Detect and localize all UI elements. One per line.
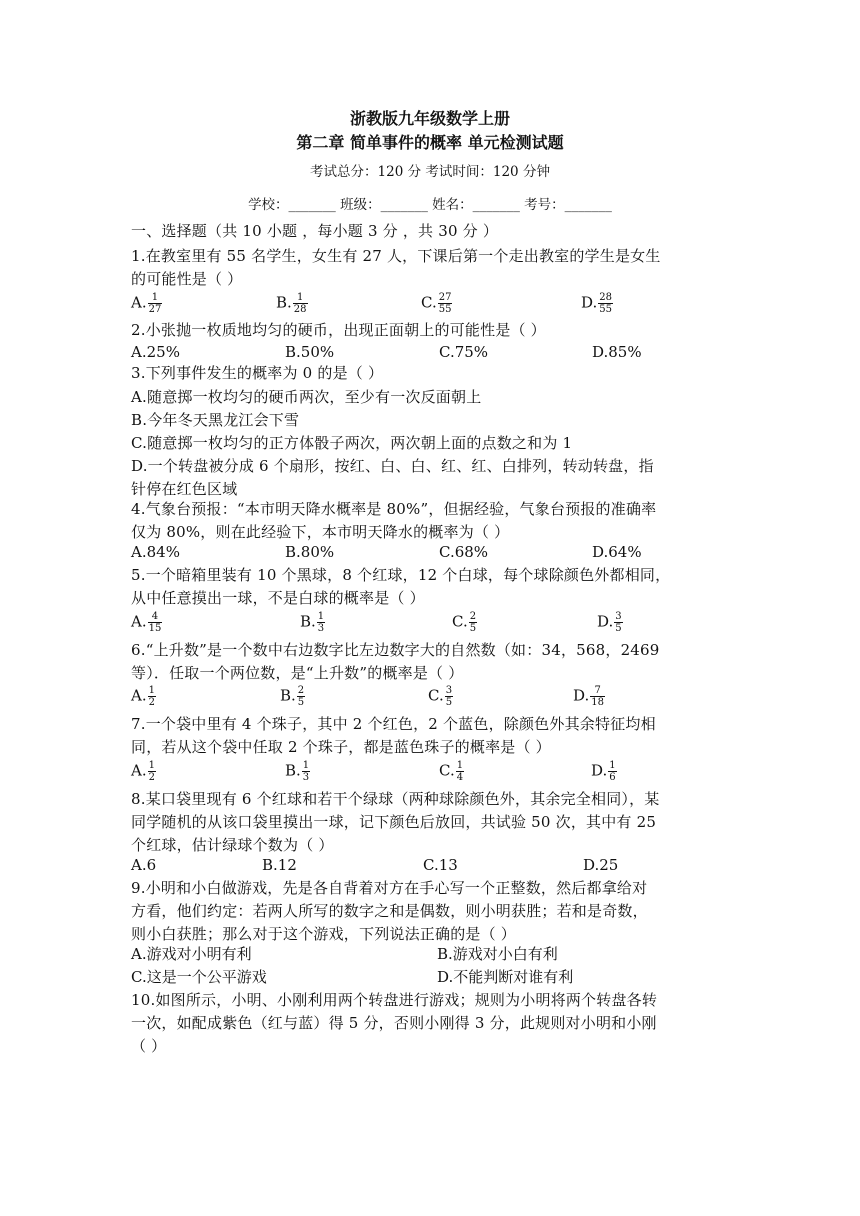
q2-option-b: B.50% bbox=[285, 343, 335, 361]
option-label: A. bbox=[131, 612, 147, 631]
denominator: 5 bbox=[297, 697, 305, 708]
numerator: 28 bbox=[599, 292, 612, 303]
question-2-line-1: 2.小张抛一枚质地均匀的硬币，出现正面朝上的可能性是（ ） bbox=[131, 321, 546, 339]
option-label: D. bbox=[573, 686, 590, 705]
question-9-line-2: 方看，他们约定：若两人所写的数字之和是偶数，则小明获胜；若和是奇数， bbox=[131, 902, 648, 920]
denominator: 5 bbox=[469, 623, 477, 634]
denominator: 55 bbox=[438, 304, 452, 315]
denominator: 2 bbox=[148, 697, 155, 708]
question-1-line-2: 的可能性是（ ） bbox=[131, 270, 243, 288]
question-10-line-2: 一次，如配成紫色（红与蓝）得 5 分，否则小刚得 3 分，此规则对小明和小刚 bbox=[131, 1014, 657, 1032]
q5-option-b bbox=[300, 611, 325, 634]
question-6-line-2: 等）．任取一个两位数，是“上升数”的概率是（ ） bbox=[131, 664, 464, 682]
q7-option-d bbox=[591, 760, 617, 783]
denominator: 2 bbox=[148, 772, 155, 783]
numerator: 3 bbox=[445, 685, 453, 696]
fraction bbox=[469, 611, 477, 634]
denominator: 4 bbox=[456, 772, 464, 783]
numerator: 1 bbox=[456, 760, 464, 771]
question-7-line-2: 同，若从这个袋中任取 2 个珠子，都是蓝色珠子的概率是（ ） bbox=[131, 738, 551, 756]
denominator: 3 bbox=[317, 623, 325, 634]
numerator: 1 bbox=[317, 611, 325, 622]
option-label: C. bbox=[452, 612, 468, 631]
q5-option-d bbox=[597, 611, 623, 634]
fraction bbox=[302, 760, 310, 783]
option-label: B. bbox=[276, 293, 292, 312]
question-5-line-2: 从中任意摸出一球，不是白球的概率是（ ） bbox=[131, 589, 425, 607]
fraction bbox=[148, 760, 156, 783]
option-label: B. bbox=[285, 761, 301, 780]
numerator: 1 bbox=[296, 292, 304, 303]
fraction bbox=[445, 685, 453, 708]
question-1-line-1: 1.在教室里有 55 名学生，女生有 27 人，下课后第一个走出教室的学生是女生 bbox=[131, 247, 661, 265]
question-3-line-2: A.随意掷一枚均匀的硬币两次，至少有一次反面朝上 bbox=[131, 388, 482, 406]
q7-option-a bbox=[131, 760, 156, 783]
denominator: 27 bbox=[148, 304, 162, 315]
numerator: 2 bbox=[297, 685, 305, 696]
numerator: 1 bbox=[609, 760, 616, 771]
fraction bbox=[317, 611, 325, 634]
fraction bbox=[598, 292, 613, 315]
q9-option-a: A.游戏对小明有利 bbox=[131, 945, 252, 963]
q6-option-d bbox=[573, 685, 605, 708]
q5-option-a bbox=[131, 611, 162, 634]
fraction bbox=[456, 760, 464, 783]
q1-option-b bbox=[276, 292, 308, 315]
fraction bbox=[293, 292, 308, 315]
question-8-line-1: 8.某口袋里现有 6 个红球和若干个绿球（两种球除颜色外，其余完全相同），某 bbox=[131, 790, 660, 808]
question-8-line-2: 同学随机的从该口袋里摸出一球，记下颜色后放回，共试验 50 次，其中有 25 bbox=[131, 813, 657, 831]
option-label: B. bbox=[300, 612, 316, 631]
option-label: A. bbox=[131, 761, 147, 780]
question-3-line-4: C.随意掷一枚均匀的正方体骰子两次，两次朝上面的点数之和为 1 bbox=[131, 434, 573, 452]
denominator: 5 bbox=[445, 697, 453, 708]
q6-option-c bbox=[428, 685, 453, 708]
q4-option-d: D.64% bbox=[592, 543, 642, 561]
q5-option-c bbox=[452, 611, 477, 634]
q6-option-a bbox=[131, 685, 156, 708]
q8-option-a: A.6 bbox=[131, 856, 157, 874]
numerator: 2 bbox=[469, 611, 477, 622]
option-label: C. bbox=[439, 761, 455, 780]
question-3-line-3: B.今年冬天黑龙江会下雪 bbox=[131, 411, 300, 429]
fraction bbox=[608, 760, 616, 783]
q7-option-c bbox=[439, 760, 464, 783]
option-label: B. bbox=[280, 686, 296, 705]
numerator: 27 bbox=[438, 292, 452, 303]
numerator: 1 bbox=[302, 760, 310, 771]
q4-option-a: A.84% bbox=[131, 543, 180, 561]
q9-option-d: D.不能判断对谁有利 bbox=[437, 968, 574, 986]
fraction bbox=[148, 611, 163, 634]
q1-option-c bbox=[421, 292, 452, 315]
exam-info: 考试总分：120 分 考试时间：120 分钟 bbox=[310, 164, 550, 180]
option-label: D. bbox=[581, 293, 598, 312]
fraction bbox=[148, 685, 156, 708]
numerator: 1 bbox=[148, 685, 155, 696]
q1-option-d bbox=[581, 292, 613, 315]
denominator: 55 bbox=[599, 304, 612, 315]
q8-option-b: B.12 bbox=[262, 856, 297, 874]
denominator: 18 bbox=[591, 697, 604, 708]
question-4-line-2: 仅为 80%，则在此经验下，本市明天降水的概率为（ ） bbox=[131, 523, 510, 541]
section-heading: 一、选择题（共 10 小题 ，每小题 3 分 ，共 30 分 ） bbox=[131, 222, 499, 240]
q1-option-a bbox=[131, 292, 162, 315]
question-9-line-1: 9.小明和小白做游戏，先是各自背着对方在手心写一个正整数，然后都拿给对 bbox=[131, 879, 648, 897]
q6-option-b bbox=[280, 685, 305, 708]
q2-option-d: D.85% bbox=[592, 343, 642, 361]
student-info-fields: 学校：_______ 班级：_______ 姓名：_______ 考号：_______ bbox=[248, 197, 612, 213]
q2-option-a: A.25% bbox=[131, 343, 180, 361]
fraction bbox=[590, 685, 605, 708]
question-3-line-5: D.一个转盘被分成 6 个扇形，按红、白、白、红、红、白排列，转动转盘，指 bbox=[131, 457, 654, 475]
q8-option-c: C.13 bbox=[423, 856, 458, 874]
q4-option-c: C.68% bbox=[439, 543, 489, 561]
option-label: A. bbox=[131, 686, 147, 705]
numerator: 4 bbox=[151, 611, 159, 622]
numerator: 3 bbox=[615, 611, 622, 622]
denominator: 5 bbox=[615, 623, 622, 634]
denominator: 28 bbox=[293, 304, 307, 315]
q2-option-c: C.75% bbox=[439, 343, 489, 361]
question-6-line-1: 6.“上升数”是一个数中右边数字比左边数字大的自然数（如：34，568，2469 bbox=[131, 641, 660, 659]
fraction bbox=[614, 611, 622, 634]
fraction bbox=[438, 292, 453, 315]
question-4-line-1: 4.气象台预报：“本市明天降水概率是 80%”，但据经验，气象台预报的准确率 bbox=[131, 500, 657, 518]
q9-option-c: C.这是一个公平游戏 bbox=[131, 968, 267, 986]
numerator: 1 bbox=[148, 760, 155, 771]
option-label: A. bbox=[131, 293, 147, 312]
option-label: D. bbox=[591, 761, 608, 780]
fraction bbox=[148, 292, 163, 315]
question-3-line-1: 3.下列事件发生的概率为 0 的是（ ） bbox=[131, 364, 384, 382]
document-subtitle: 第二章 简单事件的概率 单元检测试题 bbox=[296, 133, 564, 152]
option-label: C. bbox=[428, 686, 444, 705]
question-3-line-6: 针停在红色区域 bbox=[131, 480, 238, 498]
q9-option-b: B.游戏对小白有利 bbox=[437, 945, 558, 963]
question-9-line-3: 则小白获胜；那么对于这个游戏，下列说法正确的是（ ） bbox=[131, 925, 516, 943]
question-8-line-3: 个红球，估计绿球个数为（ ） bbox=[131, 836, 334, 854]
question-10-line-1: 10.如图所示，小明、小刚利用两个转盘进行游戏；规则为小明将两个转盘各转 bbox=[131, 991, 658, 1009]
q7-option-b bbox=[285, 760, 310, 783]
denominator: 3 bbox=[302, 772, 310, 783]
question-7-line-1: 7.一个袋中里有 4 个珠子，其中 2 个红色，2 个蓝色，除颜色外其余特征均相 bbox=[131, 715, 656, 733]
document-title: 浙教版九年级数学上册 bbox=[349, 109, 510, 128]
denominator: 15 bbox=[148, 623, 162, 634]
question-10-line-3: （ ） bbox=[131, 1037, 167, 1055]
option-label: C. bbox=[421, 293, 437, 312]
option-label: D. bbox=[597, 612, 614, 631]
denominator: 6 bbox=[609, 772, 616, 783]
fraction bbox=[297, 685, 305, 708]
q4-option-b: B.80% bbox=[285, 543, 335, 561]
q8-option-d: D.25 bbox=[583, 856, 619, 874]
question-5-line-1: 5.一个暗箱里装有 10 个黑球，8 个红球，12 个白球，每个球除颜色外都相同， bbox=[131, 566, 671, 584]
numerator: 1 bbox=[151, 292, 159, 303]
numerator: 7 bbox=[594, 685, 601, 696]
